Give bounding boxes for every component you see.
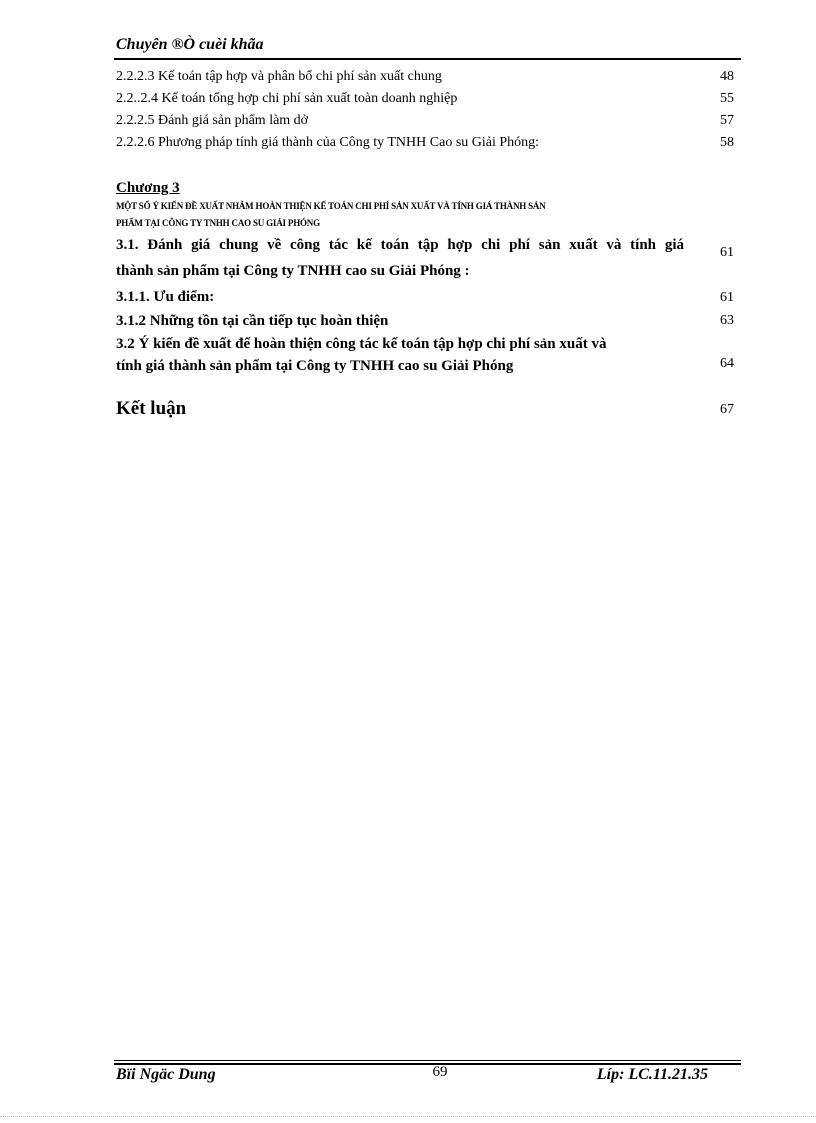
footer-author: Bïi Ngäc Dung [116,1066,216,1083]
footer-rule [114,1060,741,1061]
conclusion-page: 67 [720,402,734,417]
chapter-3-subtitle-line1: MỘT SỐ Ý KIẾN ĐỀ XUẤT NHẰM HOÀN THIỆN KẾ TOÁN CHI PHÍ SẢN XUẤT VÀ TÍNH GIÁ THÀNH SẢN [116,201,546,211]
footer-class-label: Líp: LC.11.21.35 [596,1066,708,1083]
toc-entry-2-2-2-4: 2.2..2.4 Kế toán tổng hợp chi phí sản xuất toàn doanh nghiệp [116,91,458,106]
toc-entry-2-2-2-6: 2.2.2.6 Phương pháp tính giá thành của Công ty TNHH Cao su Giải Phóng: [116,135,540,150]
toc-entry-page: 58 [720,135,734,150]
section-3-2-line2: tính giá thành sản phẩm tại Công ty TNHH cao su Giải Phóng [116,358,514,374]
chapter-3-title: Chương 3 [116,180,180,196]
section-3-1-1-page: 61 [720,290,734,305]
toc-entry-page: 48 [720,69,734,84]
section-3-1-page: 61 [720,245,734,260]
section-3-1-line1: 3.1. Đánh giá chung về công tác kế toán tập hợp chi phí sản xuất và tính giá [116,237,684,253]
section-3-1-2: 3.1.2 Những tồn tại cần tiếp tục hoàn thiện [116,313,389,329]
page-header-title: Chuyên ®Ò cuèi khãa [116,36,264,53]
toc-entry-page: 55 [720,91,734,106]
footer-page-number: 69 [432,1064,448,1080]
section-3-1-1: 3.1.1. Ưu điểm: [116,289,215,305]
toc-entry-2-2-2-3: 2.2.2.3 Kế toán tập hợp và phân bổ chi phí sản xuất chung [116,69,442,84]
chapter-3-subtitle-line2: PHẨM TẠI CÔNG TY TNHH CAO SU GIẢI PHÓNG [116,218,320,228]
section-3-1-2-page: 63 [720,313,734,328]
page-edge [0,1116,816,1117]
header-rule [114,58,741,60]
conclusion-title: Kết luận [116,398,187,419]
toc-entry-page: 57 [720,113,734,128]
section-3-1-line2: thành sản phẩm tại Công ty TNHH cao su Giải Phóng : [116,263,470,279]
section-3-2-line1: 3.2 Ý kiến đề xuất để hoàn thiện công tác kế toán tập hợp chi phí sản xuất và [116,336,607,352]
toc-entry-2-2-2-5: 2.2.2.5 Đánh giá sản phẩm làm dở [116,113,309,128]
section-3-2-page: 64 [720,356,734,371]
